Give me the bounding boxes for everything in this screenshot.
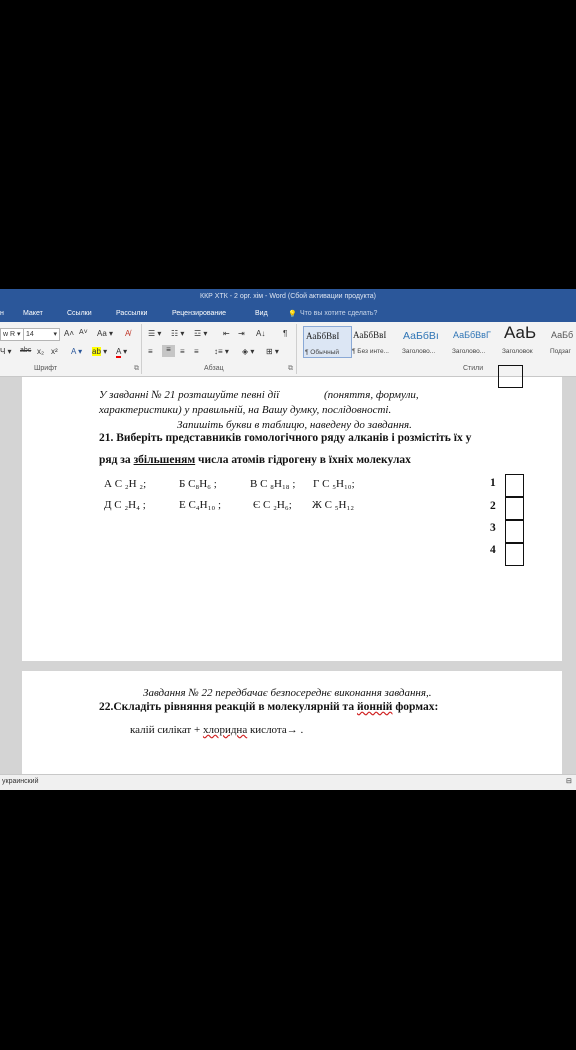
strikethrough-icon[interactable]: abc xyxy=(20,347,32,354)
shading-icon[interactable]: ◈ ▾ xyxy=(242,347,255,356)
answer-number-1: 1 xyxy=(490,477,496,489)
option-a: А С ₂Н ₂; xyxy=(104,478,147,490)
tab-mailings[interactable]: Рассылки xyxy=(116,310,148,317)
answer-cell-1[interactable] xyxy=(505,474,524,497)
instruction-22: Завдання № 22 передбачає безпосереднє виконання завдання,. xyxy=(143,687,432,699)
option-v: В С ₈Н₁₈ ; xyxy=(250,478,296,490)
borders-icon[interactable]: ⊞ ▾ xyxy=(266,347,279,356)
justify-icon[interactable]: ≡ xyxy=(194,347,199,356)
language-indicator[interactable]: украинский xyxy=(2,778,39,785)
change-case-icon[interactable]: Aa ▾ xyxy=(97,329,114,338)
instruction-line-2: характеристики) у правильній, на Вашу думку, послідовності. xyxy=(99,404,392,416)
tell-me-box[interactable]: Что вы хотите сделать? xyxy=(300,310,378,317)
subscript-icon[interactable]: x₂ xyxy=(37,347,45,356)
option-e: Е С₄Н₁₀ ; xyxy=(179,499,222,511)
option-b: Б С₈Н₆ ; xyxy=(179,478,217,490)
tab-view[interactable]: Вид xyxy=(255,310,268,317)
page-2[interactable] xyxy=(22,671,562,781)
style-no-spacing[interactable]: АаБбВвІ ¶ Без инте... xyxy=(352,330,389,355)
styles-group-label: Стили xyxy=(463,365,484,372)
option-d: Д С ₂Н₄ ; xyxy=(104,499,146,511)
tab-references[interactable]: Ссылки xyxy=(67,310,92,317)
view-mode-icon[interactable]: ⊟ xyxy=(566,778,572,785)
align-left-icon[interactable]: ≡ xyxy=(148,347,153,356)
bullets-icon[interactable]: ☰ ▾ xyxy=(148,329,162,338)
text-effects-icon[interactable]: A ▾ xyxy=(71,347,83,356)
increase-indent-icon[interactable]: ⇥ xyxy=(238,329,245,338)
task-21-line-2: ряд за збільшеням числа атомів гідрогену в їхніх молекулах xyxy=(99,454,411,466)
superscript-icon[interactable]: x² xyxy=(51,347,58,356)
font-dialog-launcher-icon[interactable]: ⧉ xyxy=(134,365,139,372)
title-bar: ККР ХТК - 2 орг. хім - Word (Сбой активации продукта) xyxy=(0,289,576,305)
style-title[interactable]: АаЬ Заголовок xyxy=(502,323,537,355)
document-area xyxy=(0,377,576,773)
group-divider xyxy=(296,324,297,374)
shrink-font-icon[interactable]: A˅ xyxy=(79,329,88,336)
equation-line: калій силікат + хлоридна кислота→ . xyxy=(130,724,304,736)
status-bar xyxy=(0,774,576,790)
style-normal[interactable]: АаБбВвІ ¶ Обычный xyxy=(303,326,352,358)
multilevel-list-icon[interactable]: ☲ ▾ xyxy=(194,329,208,338)
sort-icon[interactable]: A↓ xyxy=(256,329,266,338)
style-heading-1[interactable]: АаБбВı Заголово... xyxy=(402,330,439,355)
tab-home[interactable]: н xyxy=(0,310,4,317)
tab-layout[interactable]: Макет xyxy=(23,310,43,317)
font-size-box[interactable]: 14 ▾ xyxy=(23,328,60,341)
instruction-line-3: Запишіть букви в таблицю, наведену до завдання. xyxy=(177,419,412,431)
page-1[interactable] xyxy=(22,377,562,661)
paragraph-group-label: Абзац xyxy=(204,365,224,372)
highlight-icon[interactable]: ab ▾ xyxy=(92,347,108,356)
style-heading-2[interactable]: АаБбВвГ Заголово... xyxy=(452,330,491,355)
menu-bar xyxy=(0,305,576,322)
task-21-line-1: 21. Виберіть представників гомологічного ряду алканів і розмістіть їх у xyxy=(99,432,472,444)
answer-number-3: 3 xyxy=(490,522,496,534)
option-zh: Ж С ₅Н₁₂ xyxy=(312,499,355,511)
align-center-icon[interactable]: ≡ xyxy=(162,345,175,357)
tab-review[interactable]: Рецензирование xyxy=(172,310,227,317)
answer-number-4: 4 xyxy=(490,544,496,556)
answer-cell-3[interactable] xyxy=(505,520,524,543)
instruction-line-1b: (поняття, формули, xyxy=(324,389,419,401)
lightbulb-icon: 💡 xyxy=(288,311,297,318)
grow-font-icon[interactable]: A˄ xyxy=(64,329,75,338)
line-spacing-icon[interactable]: ↕≡ ▾ xyxy=(214,347,229,356)
option-g: Г С ₅Н₁₀; xyxy=(313,478,355,490)
show-marks-icon[interactable]: ¶ xyxy=(283,329,288,338)
clear-format-icon[interactable]: A̸ xyxy=(125,329,131,338)
option-ye: Є С ₂Н₆; xyxy=(253,499,292,511)
answer-cell-2[interactable] xyxy=(505,497,524,520)
answer-number-2: 2 xyxy=(490,500,496,512)
instruction-line-1: У завданні № 21 розташуйте певні дії xyxy=(99,389,280,401)
answer-cell-4[interactable] xyxy=(505,543,524,566)
style-subtitle[interactable]: АаБб Подзаг xyxy=(550,330,574,355)
numbering-icon[interactable]: ☷ ▾ xyxy=(171,329,185,338)
align-right-icon[interactable]: ≡ xyxy=(180,347,185,356)
word-window xyxy=(0,289,576,790)
font-name-box[interactable]: w R ▾ xyxy=(0,328,38,341)
group-divider xyxy=(141,324,142,374)
answer-cell-top xyxy=(498,365,523,388)
font-color-icon[interactable]: A ▾ xyxy=(116,347,128,356)
ribbon xyxy=(0,322,576,377)
paragraph-dialog-launcher-icon[interactable]: ⧉ xyxy=(288,365,293,372)
decrease-indent-icon[interactable]: ⇤ xyxy=(223,329,230,338)
font-group-label: Шрифт xyxy=(34,365,58,372)
task-22: 22.Складіть рівняння реакцій в молекулярній та йонній формах: xyxy=(99,701,439,713)
underline-icon[interactable]: Ч ▾ xyxy=(0,347,12,356)
